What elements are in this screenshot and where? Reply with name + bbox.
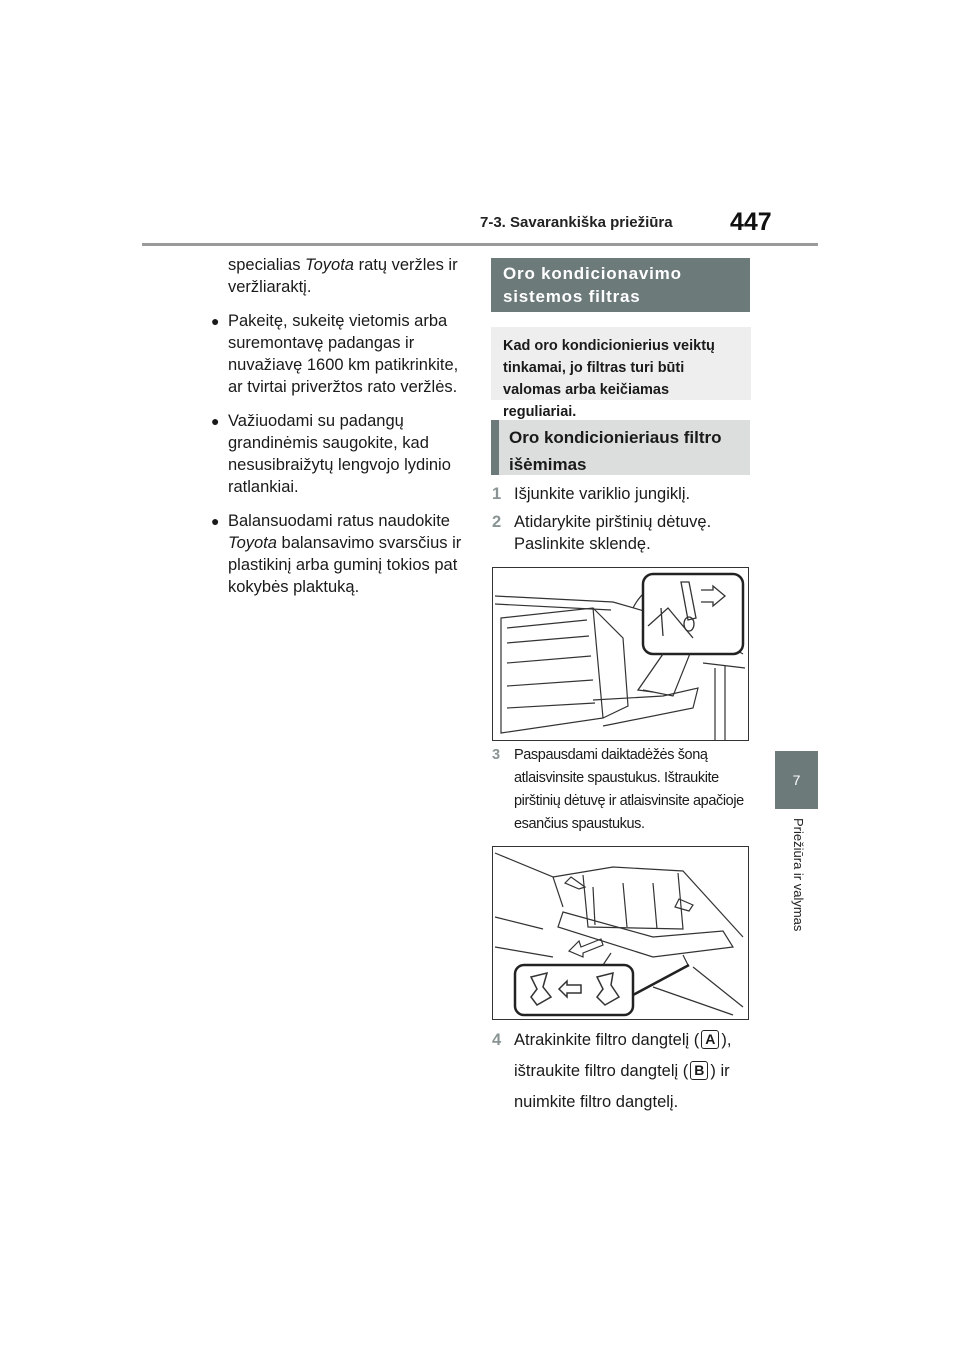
figure-glovebox-clips <box>492 846 749 1020</box>
step-number: 2 <box>492 513 502 531</box>
bullet-item: ● Važiuodami su padangų grandinėmis saugokite, kad nesusibraižytų lengvojo lydinio ratlankiai. <box>211 412 451 496</box>
glovebox-clips-illustration <box>493 847 748 1019</box>
chapter-tab <box>775 751 818 809</box>
header-rule <box>142 243 818 246</box>
bullet-icon: ● <box>211 413 220 429</box>
page-number: 447 <box>730 208 772 236</box>
chapter-title: Priežiūra ir valymas <box>791 818 806 932</box>
arrow-icon <box>565 877 585 889</box>
section-heading: Oro kondicionavimo sistemos filtras <box>491 258 750 312</box>
bullet-item: ● Balansuodami ratus naudokite Toyota balansavimo svarsčius ir plastikinį arba guminį tokios pat kokybės plaktuką. <box>211 512 462 596</box>
left-column <box>211 254 473 610</box>
chapter-number: 7 <box>792 772 801 788</box>
bullet-icon: ● <box>211 513 220 529</box>
intro-box: Kad oro kondicionierius veiktų tinkamai, jo filtras turi būti valomas arba keičiamas reguliariai. <box>491 327 751 400</box>
bullet-item: ● Pakeitę, sukeitę vietomis arba suremontavę padangas ir nuvažiavę 1600 km patikrinkite, ar tvirtai priveržtos rato veržlės. <box>211 312 459 396</box>
arrow-icon <box>675 899 693 911</box>
subsection-heading: Oro kondicionieriaus filtro išėmimas <box>491 420 750 475</box>
section-title: 7-3. Savarankiška priežiūra <box>480 214 673 231</box>
figure-glovebox-slider <box>492 567 749 741</box>
continued-paragraph: specialias Toyota ratų veržles ir veržliaraktį. <box>228 256 458 296</box>
glovebox-slider-illustration <box>493 568 748 740</box>
bullet-icon: ● <box>211 313 220 329</box>
step-1: 1 Išjunkite variklio jungiklį. <box>492 485 691 503</box>
clip-callout <box>515 965 633 1015</box>
label-b: B <box>690 1061 708 1080</box>
step-number: 1 <box>492 485 502 503</box>
step-4: 4 Atrakinkite filtro dangtelį ( A ), ištraukite filtro dangtelį ( B ) ir nuimkite filtro dangtelį. <box>492 1025 754 1118</box>
step-number: 4 <box>492 1031 502 1049</box>
label-a: A <box>701 1030 719 1049</box>
detail-callout <box>643 574 743 654</box>
step-number: 3 <box>492 747 500 763</box>
step-3: 3 Paspausdami daiktadėžės šoną atlaisvinsite spaustukus. Ištraukite pirštinių dėtuvę ir atlaisvinsite apačioje esančius spaustukus. <box>492 744 754 836</box>
step-2: 2 Atidarykite pirštinių dėtuvę. Paslinkite sklendę. <box>492 513 712 553</box>
arrow-left-icon <box>569 939 603 957</box>
